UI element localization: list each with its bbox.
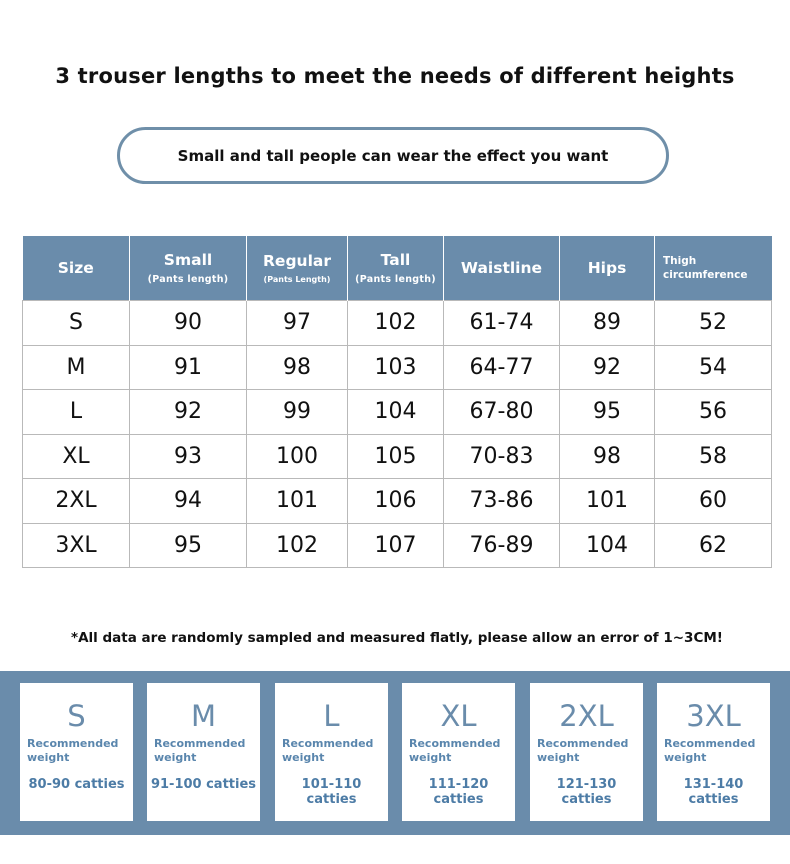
card-recommended: Recommended weight bbox=[537, 737, 629, 764]
cell-hips: 95 bbox=[560, 390, 655, 435]
card-recommended: Recommended weight bbox=[664, 737, 756, 764]
header-tall: Tall (Pants length) bbox=[348, 236, 444, 301]
cell-thigh: 60 bbox=[655, 479, 772, 524]
card-size: L bbox=[323, 699, 340, 733]
card-weight: 101-110 catties bbox=[301, 777, 362, 807]
header-thigh: Thigh circumference bbox=[655, 236, 772, 301]
card-size: S bbox=[67, 699, 86, 733]
measurement-note: *All data are randomly sampled and measured flatly, please allow an error of 1~3CM! bbox=[71, 630, 723, 646]
cell-thigh: 52 bbox=[655, 301, 772, 346]
cell-tall: 107 bbox=[348, 523, 444, 568]
cell-waistline: 70-83 bbox=[444, 434, 560, 479]
cell-waistline: 76-89 bbox=[444, 523, 560, 568]
header-hips: Hips bbox=[560, 236, 655, 301]
card-recommended: Recommended weight bbox=[409, 737, 501, 764]
cell-small: 94 bbox=[130, 479, 247, 524]
table-row bbox=[23, 390, 772, 435]
cell-hips: 98 bbox=[560, 434, 655, 479]
table-row bbox=[23, 345, 772, 390]
cell-size: 3XL bbox=[23, 523, 130, 568]
cell-tall: 105 bbox=[348, 434, 444, 479]
weight-card-2xl bbox=[530, 683, 643, 821]
table-row bbox=[23, 523, 772, 568]
cell-regular: 100 bbox=[247, 434, 348, 479]
cell-small: 92 bbox=[130, 390, 247, 435]
size-chart-table bbox=[22, 236, 772, 568]
card-size: 3XL bbox=[686, 699, 741, 733]
cell-tall: 103 bbox=[348, 345, 444, 390]
header-small: Small (Pants length) bbox=[130, 236, 247, 301]
cell-small: 91 bbox=[130, 345, 247, 390]
cell-hips: 92 bbox=[560, 345, 655, 390]
cell-thigh: 54 bbox=[655, 345, 772, 390]
card-size: M bbox=[190, 699, 217, 733]
cell-size: XL bbox=[23, 434, 130, 479]
cell-regular: 102 bbox=[247, 523, 348, 568]
cell-small: 95 bbox=[130, 523, 247, 568]
cell-hips: 89 bbox=[560, 301, 655, 346]
cell-regular: 98 bbox=[247, 345, 348, 390]
cell-thigh: 56 bbox=[655, 390, 772, 435]
cell-thigh: 58 bbox=[655, 434, 772, 479]
cell-waistline: 64-77 bbox=[444, 345, 560, 390]
card-size: 2XL bbox=[559, 699, 614, 733]
cell-waistline: 67-80 bbox=[444, 390, 560, 435]
table-row bbox=[23, 434, 772, 479]
cell-small: 93 bbox=[130, 434, 247, 479]
weight-card-l bbox=[275, 683, 388, 821]
card-weight: 91-100 catties bbox=[150, 777, 257, 792]
table-row bbox=[23, 301, 772, 346]
cell-regular: 97 bbox=[247, 301, 348, 346]
card-weight: 80-90 catties bbox=[28, 777, 125, 792]
header-small-sub: (Pants length) bbox=[147, 274, 229, 285]
card-recommended: Recommended weight bbox=[27, 737, 119, 764]
cell-hips: 104 bbox=[560, 523, 655, 568]
cell-waistline: 73-86 bbox=[444, 479, 560, 524]
cell-waistline: 61-74 bbox=[444, 301, 560, 346]
cell-size: S bbox=[23, 301, 130, 346]
header-tall-sub: (Pants length) bbox=[355, 274, 436, 285]
weight-card-m bbox=[147, 683, 260, 821]
cell-size: 2XL bbox=[23, 479, 130, 524]
card-weight: 131-140 catties bbox=[683, 777, 744, 807]
table-header-row bbox=[23, 236, 772, 301]
cell-tall: 102 bbox=[348, 301, 444, 346]
weight-card-3xl bbox=[657, 683, 770, 821]
header-thigh-sub: circumference bbox=[663, 269, 748, 281]
card-weight: 111-120 catties bbox=[428, 777, 489, 807]
cell-tall: 104 bbox=[348, 390, 444, 435]
subtitle-pill: Small and tall people can wear the effect you want bbox=[117, 127, 669, 184]
card-weight: 121-130 catties bbox=[556, 777, 617, 807]
cell-regular: 101 bbox=[247, 479, 348, 524]
card-size: XL bbox=[440, 699, 477, 733]
card-recommended: Recommended weight bbox=[154, 737, 246, 764]
page-headline: 3 trouser lengths to meet the needs of different heights bbox=[55, 64, 735, 88]
header-regular: Regular (Pants Length) bbox=[247, 236, 348, 301]
cell-tall: 106 bbox=[348, 479, 444, 524]
weight-card-xl bbox=[402, 683, 515, 821]
header-size: Size bbox=[23, 236, 130, 301]
header-regular-sub: (Pants Length) bbox=[263, 275, 331, 284]
cell-hips: 101 bbox=[560, 479, 655, 524]
table-row bbox=[23, 479, 772, 524]
cell-small: 90 bbox=[130, 301, 247, 346]
weight-card-s bbox=[20, 683, 133, 821]
cell-size: L bbox=[23, 390, 130, 435]
cell-size: M bbox=[23, 345, 130, 390]
card-recommended: Recommended weight bbox=[282, 737, 374, 764]
header-waistline: Waistline bbox=[444, 236, 560, 301]
cell-thigh: 62 bbox=[655, 523, 772, 568]
cell-regular: 99 bbox=[247, 390, 348, 435]
